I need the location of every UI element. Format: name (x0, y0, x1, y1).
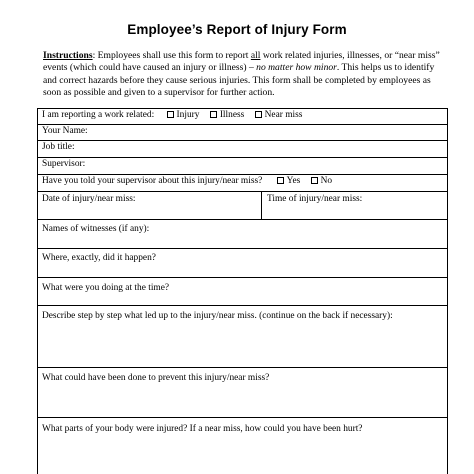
instructions-all: all (250, 50, 261, 61)
row-doing[interactable] (38, 278, 447, 306)
illness-label: Illness (219, 110, 245, 120)
time-of-injury-field[interactable] (267, 194, 362, 204)
form-title: Employee’s Report of Injury Form (127, 22, 347, 37)
reporting-type-label: I am reporting a work related: (42, 110, 155, 120)
instructions-text-3: . This helps us to identify and correct hazards before they cause serious injuries. This form shall be completed by employees as soon as possible and given to a supervisor for further action. (43, 62, 435, 99)
date-of-injury-label: Date of injury/near miss: (42, 194, 136, 204)
told-supervisor-line (42, 176, 332, 186)
instructions-paragraph (43, 50, 448, 100)
no-label: No (320, 176, 333, 186)
row-supervisor[interactable] (38, 158, 447, 175)
date-of-injury-field[interactable] (42, 194, 135, 204)
instructions-text-2: work related injuries, illnesses, or “near miss” events (which could have caused an injury or illness) – (43, 50, 440, 74)
doing-label: What were you doing at the time? (42, 283, 170, 293)
supervisor-label: Supervisor: (42, 159, 86, 169)
yes-checkbox[interactable] (277, 177, 284, 184)
row-job-title[interactable] (38, 141, 447, 158)
job-title-label: Job title: (42, 142, 75, 152)
option-yes[interactable] (277, 176, 301, 186)
instructions-label: Instructions (43, 50, 93, 61)
option-illness[interactable] (210, 110, 244, 120)
row-reporting-type (38, 109, 447, 125)
time-of-injury-label: Time of injury/near miss: (267, 194, 363, 204)
option-no[interactable] (311, 176, 332, 186)
prevent-label: What could have been done to prevent this injury/near miss? (42, 373, 270, 383)
date-time-divider (261, 192, 262, 219)
injury-form-table (37, 108, 448, 474)
told-supervisor-label: Have you told your supervisor about this injury/near miss? (42, 176, 263, 186)
row-where[interactable] (38, 249, 447, 278)
body-parts-label: What parts of your body were injured? If a near miss, how could you have been hurt? (42, 424, 363, 434)
your-name-label: Your Name: (42, 126, 88, 136)
instructions-italic: no matter how minor (256, 62, 337, 74)
describe-label: Describe step by step what led up to the injury/near miss. (continue on the back if necessary): (42, 311, 393, 321)
row-your-name[interactable] (38, 125, 447, 141)
near-miss-checkbox[interactable] (255, 111, 262, 118)
row-told-supervisor (38, 175, 447, 192)
witnesses-label: Names of witnesses (if any): (42, 224, 150, 234)
row-describe[interactable] (38, 306, 447, 368)
option-injury[interactable] (167, 110, 200, 120)
row-body-parts[interactable] (38, 418, 447, 474)
option-near-miss[interactable] (255, 110, 303, 120)
injury-label: Injury (176, 110, 200, 120)
where-label: Where, exactly, did it happen? (42, 253, 156, 263)
no-checkbox[interactable] (311, 177, 318, 184)
reporting-type-line (42, 110, 302, 120)
instructions-text-1: : Employees shall use this form to report (92, 50, 251, 61)
illness-checkbox[interactable] (210, 111, 217, 118)
injury-checkbox[interactable] (167, 111, 174, 118)
yes-label: Yes (286, 176, 301, 186)
near-miss-label: Near miss (264, 110, 303, 120)
row-prevent[interactable] (38, 368, 447, 418)
row-date-time (38, 192, 447, 220)
row-witnesses[interactable] (38, 220, 447, 249)
